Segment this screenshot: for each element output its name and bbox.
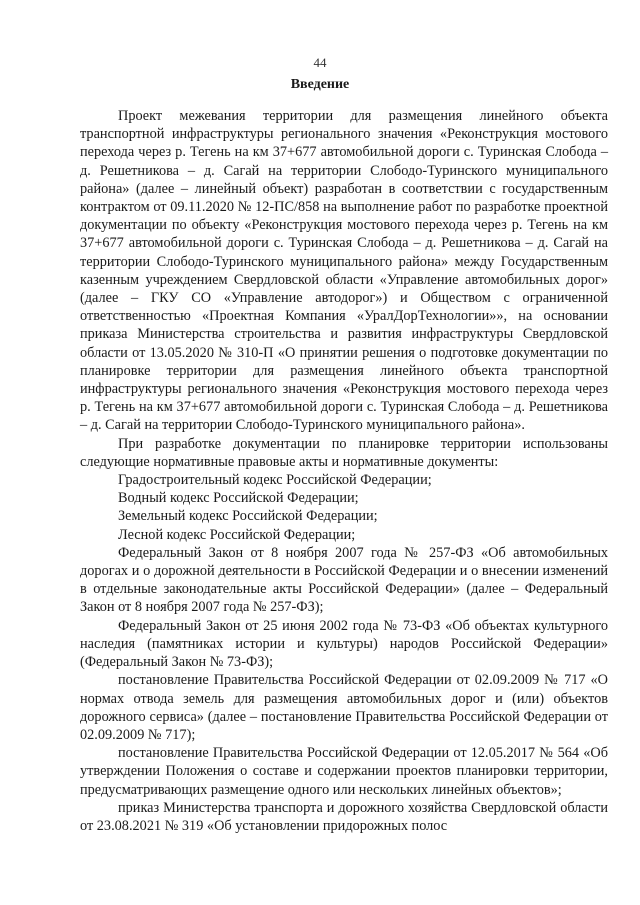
list-item: приказ Министерства транспорта и дорожного хозяйства Свердловской области от 23.08.2021 № 319 «Об установлении придорожных полос bbox=[80, 799, 608, 834]
paragraph-normative-intro: При разработке документации по планировке территории использованы следующие нормативные правовые акты и нормативные документы: bbox=[80, 435, 608, 470]
document-body bbox=[80, 107, 608, 835]
list-item: постановление Правительства Российской Федерации от 12.05.2017 № 564 «Об утверждении Положения о составе и содержании проектов планировки территории, предусматривающих размещение одного или нескольких линейных объектов»; bbox=[80, 745, 608, 798]
list-item: Федеральный Закон от 25 июня 2002 года № 73-ФЗ «Об объектах культурного наследия (памятниках истории и культуры) народов Российской Федерации» (Федеральный Закон № 73-ФЗ); bbox=[80, 617, 608, 671]
page-number: 44 bbox=[313, 55, 327, 70]
list-item: Федеральный Закон от 8 ноября 2007 года № 257-ФЗ «Об автомобильных дорогах и о дорожной деятельности в Российской Федерации и о внесении изменений в отдельные законодательные акты Российской Федерации» (далее – Федеральный Закон от 8 ноября 2007 года № 257-ФЗ); bbox=[80, 544, 608, 616]
list-item: Земельный кодекс Российской Федерации; bbox=[118, 508, 378, 525]
section-title: Введение bbox=[290, 77, 350, 92]
list-item: Водный кодекс Российской Федерации; bbox=[118, 490, 359, 507]
list-item: Лесной кодекс Российской Федерации; bbox=[118, 526, 356, 543]
paragraph-intro: Проект межевания территории для размещения линейного объекта транспортной инфраструктуры регионального значения «Реконструкция мостового перехода через р. Тегень на км 37+677 автомобильной дороги с. Туринская Слобода – д. Решетникова – д. Сагай на территории Слободо-Туринского муниципального района» (далее – линейный объект) разработан в соответствии с государственным контрактом от 09.11.2020 № 12-ПС/858 на выполнение работ по разработке проектной документации по объекту «Реконструкция мостового перехода через р. Тегень на км 37+677 автомобильной дороги с. Туринская Слобода – д. Решетникова – д. Сагай на территории Слободо-Туринского муниципального района» между Государственным казенным учреждением Свердловской области «Управление автомобильных дорог» (далее – ГКУ СО «Управление автодорог») и Обществом с ограниченной ответственностью «Проектная Компания «УралДорТехнологии»», на основании приказа Министерства строительства и развития инфраструктуры Свердловской области от 13.05.2020 № 310-П «О принятии решения о подготовке документации по планировке территории для размещения линейного объекта транспортной инфраструктуры регионального значения «Реконструкция мостового перехода через р. Тегень на км 37+677 автомобильной дороги с. Туринская Слобода – д. Решетникова – д. Сагай на территории Слободо-Туринского муниципального района». bbox=[80, 108, 608, 434]
list-item: Градостроительный кодекс Российской Федерации; bbox=[118, 472, 432, 489]
list-item: постановление Правительства Российской Федерации от 02.09.2009 № 717 «О нормах отвода земель для размещения автомобильных дорог и (или) объектов дорожного сервиса» (далее – постановление Правительства Российской Федерации от 02.09.2009 № 717); bbox=[80, 672, 608, 743]
